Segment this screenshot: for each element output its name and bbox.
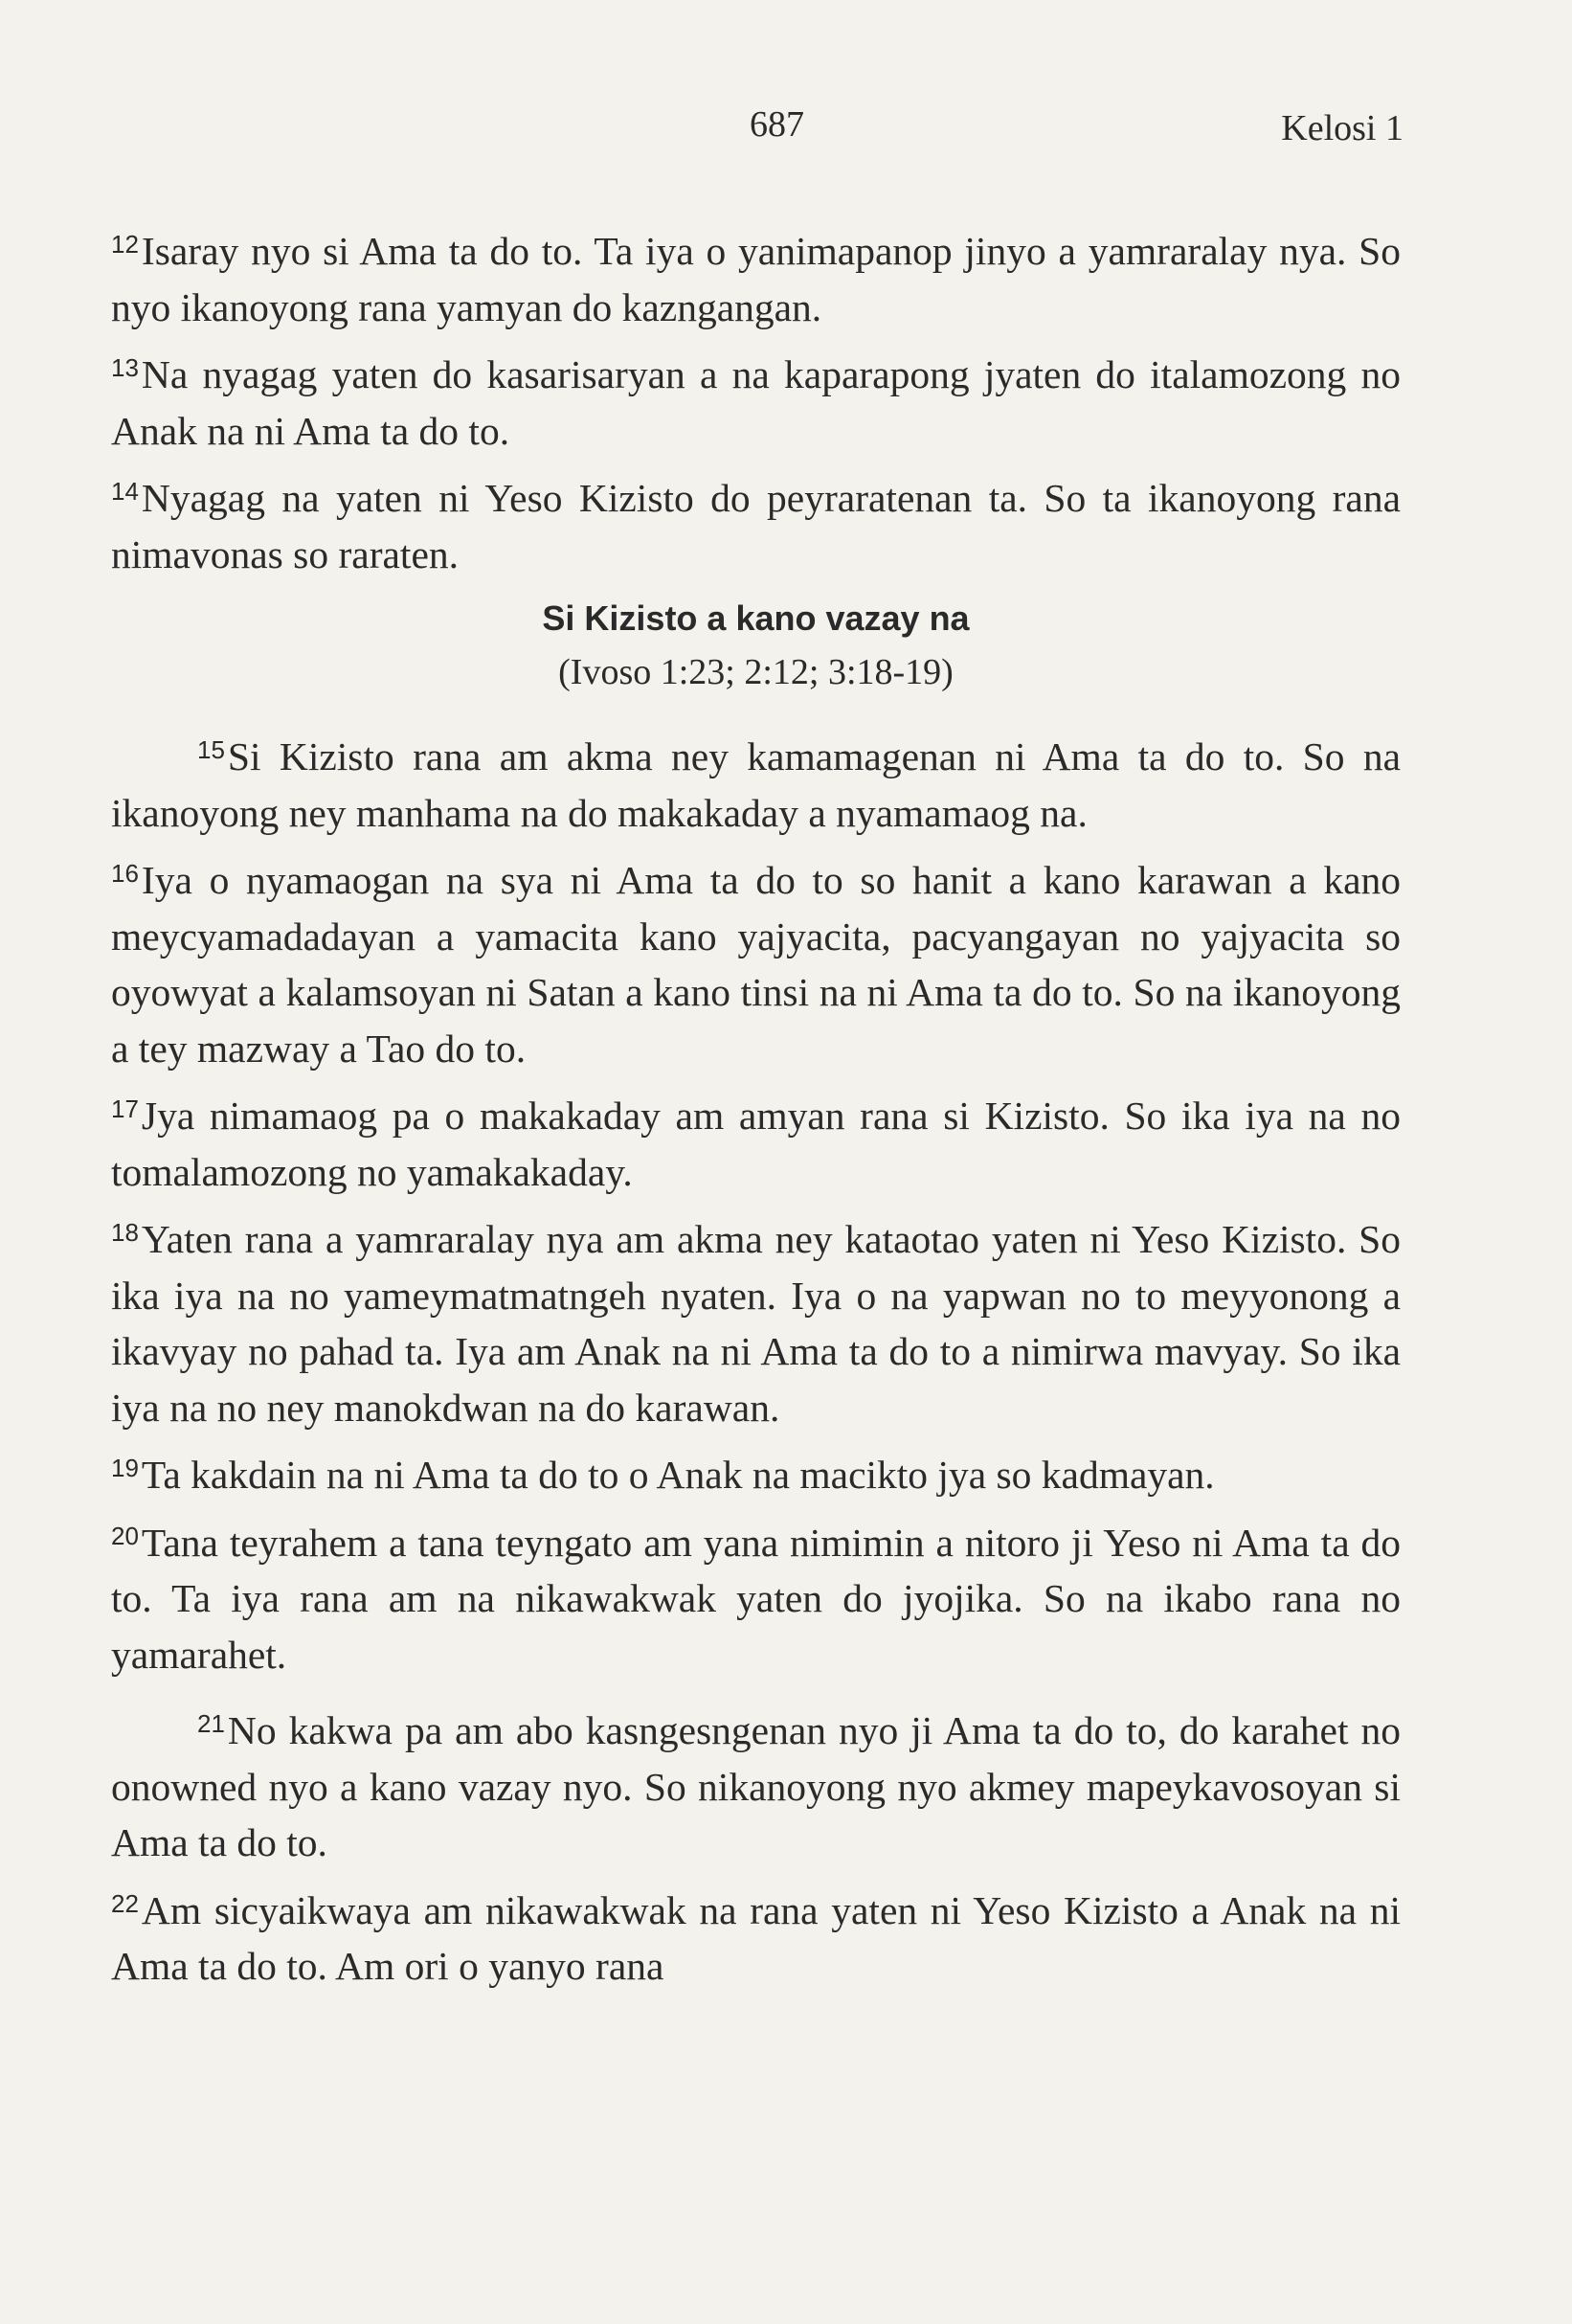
verse-number: 14 [111,477,139,506]
verse-text: Si Kizisto rana am akma ney kamamagenan ni Ama ta do to. So na ikanoyong ney manhama na do makakaday a nyamamaog na. [111,734,1401,835]
verse-21 [111,1696,1401,1871]
verse-number: 15 [197,735,225,764]
verse-number: 17 [111,1094,139,1123]
verse-text: Jya nimamaog pa o makakaday am amyan rana si Kizisto. So ika iya na no tomalamozong no yamakakaday. [111,1094,1401,1194]
running-head: Kelosi 1 [1281,108,1404,148]
verse-text: Iya o nyamaogan na sya ni Ama ta do to so hanit a kano karawan a kano meycyamadadayan a yamacita kano yajyacita, pacyangayan no yajyacita so oyowyat a kalamsoyan ni Satan a kano tinsi na ni Ama ta do to. So na ikanoyong a tey mazway a Tao do to. [111,858,1401,1071]
section-heading: Si Kizisto a kano vazay na [542,598,970,638]
verse-text: Tana teyrahem a tana teyngato am yana nimimin a nitoro ji Yeso ni Ama ta do to. Ta iya rana am na nikawakwak yaten do jyojika. So na ikabo rana no yamarahet. [111,1520,1401,1677]
verse-15 [111,722,1401,841]
verse-text: Na nyagag yaten do kasarisaryan a na kaparapong jyaten do italamozong no Anak na ni Ama ta do to. [111,352,1401,453]
verse-text: Ta kakdain na ni Ama ta do to o Anak na macikto jya so kadmayan. [141,1453,1215,1497]
page-number: 687 [750,104,804,145]
verse-13 [111,340,1401,459]
section-references: (Ivoso 1:23; 2:12; 3:18-19) [558,652,954,692]
verse-text: Nyagag na yaten ni Yeso Kizisto do peyraratenan ta. So ta ikanoyong rana nimavonas so raraten. [111,476,1401,576]
verse-text: Yaten rana a yamraralay nya am akma ney kataotao yaten ni Yeso Kizisto. So ika iya na no yameymatmatngeh nyaten. Iya o na yapwan no to meyyonong a ikavyay no pahad ta. Iya am Anak na ni Ama ta do to a nimirwa mavyay. So ika iya na no ney manokdwan na do karawan. [111,1217,1401,1430]
verse-number: 13 [111,353,139,382]
verse-number: 19 [111,1454,139,1482]
verse-number: 16 [111,859,139,888]
verse-number: 20 [111,1521,139,1550]
page-header [0,103,1572,161]
verse-17 [111,1081,1401,1200]
verse-12 [111,216,1401,335]
verse-text: Isaray nyo si Ama ta do to. Ta iya o yanimapanop jinyo a yamraralay nya. So nyo ikanoyong rana yamyan do kazngangan. [111,229,1401,329]
verse-number: 18 [111,1218,139,1247]
verse-number: 21 [197,1709,225,1738]
verse-16 [111,846,1401,1076]
verse-18 [111,1205,1401,1435]
verse-number: 12 [111,230,139,259]
verse-14 [111,463,1401,582]
verse-number: 22 [111,1888,139,1918]
verse-text: No kakwa pa am abo kasngesngenan nyo ji Ama ta do to, do karahet no onowned nyo a kano vazay nyo. So nikanoyong nyo akmey mapeykavosoyan si Ama ta do to. [111,1708,1401,1864]
verse-20 [111,1508,1401,1683]
page-body [111,216,1401,1999]
verse-19 [111,1440,1401,1503]
verse-text: Am sicyaikwaya am nikawakwak na rana yaten ni Yeso Kizisto a Anak na ni Ama ta do to. Am ori o yanyo rana [111,1887,1401,1988]
verse-22 [111,1876,1401,1995]
